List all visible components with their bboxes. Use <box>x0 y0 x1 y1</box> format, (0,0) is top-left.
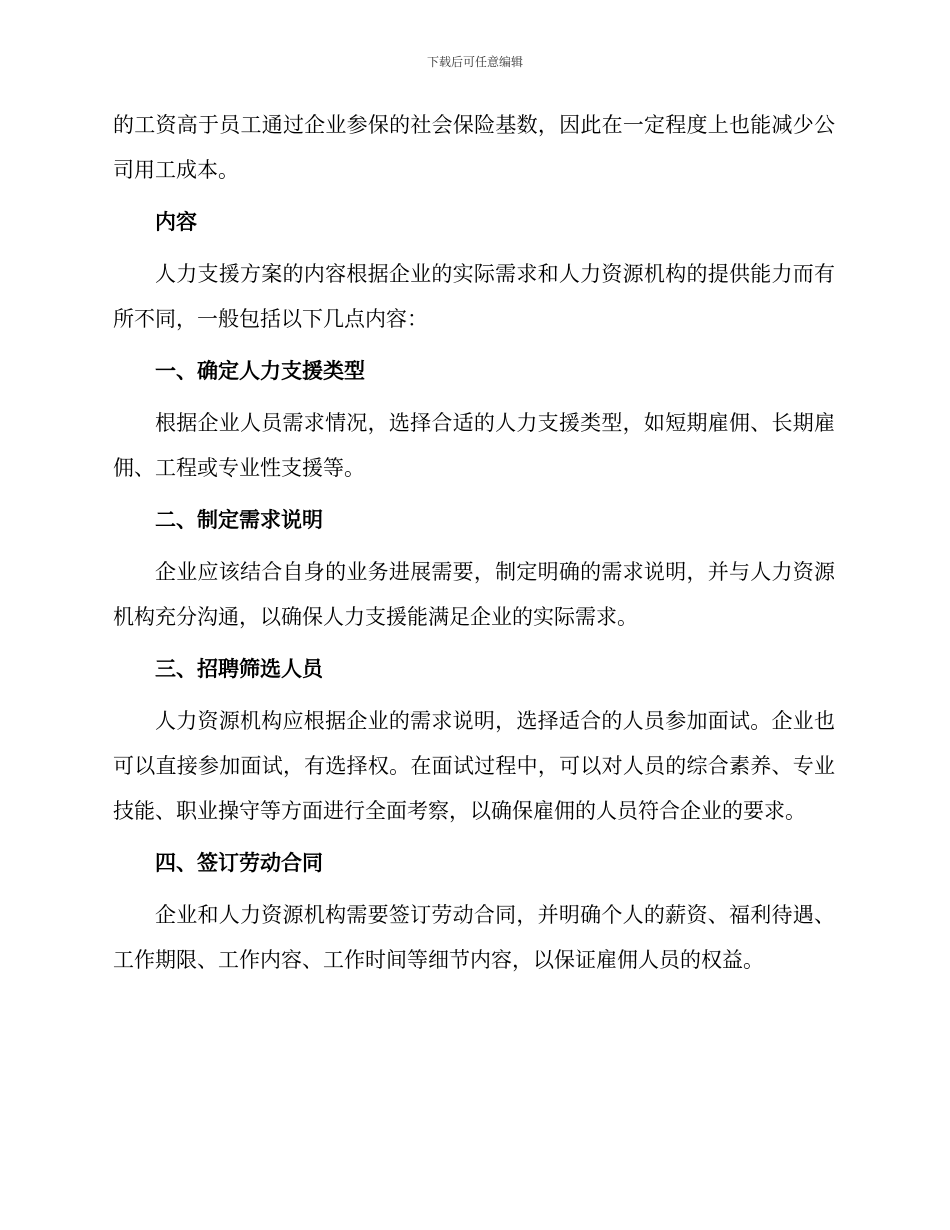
continued-paragraph: 的工资高于员工通过企业参保的社会保险基数，因此在一定程度上也能减少公司用工成本。 <box>113 113 835 182</box>
section-2-paragraph: 企业应该结合自身的业务进展需要，制定明确的需求说明，并与人力资源机构充分沟通，以确保人力支援能满足企业的实际需求。 <box>113 560 835 629</box>
section-heading-3: 三、招聘筛选人员 <box>155 657 323 681</box>
section-heading-4: 四、签订劳动合同 <box>155 851 323 875</box>
page-header: 下载后可任意编辑 <box>426 55 523 69</box>
section-heading-1: 一、确定人力支援类型 <box>155 359 365 383</box>
document-body <box>113 103 835 990</box>
section-1-paragraph: 根据企业人员需求情况，选择合适的人力支援类型，如短期雇佣、长期雇佣、工程或专业性支援等。 <box>113 411 835 480</box>
section-3-paragraph: 人力资源机构应根据企业的需求说明，选择适合的人员参加面试。企业也可以直接参加面试，有选择权。在面试过程中，可以对人员的综合素养、专业技能、职业操守等方面进行全面考察，以确保雇佣的人员符合企业的要求。 <box>113 709 835 823</box>
section-heading-content: 内容 <box>155 210 197 234</box>
intro-paragraph: 人力支援方案的内容根据企业的实际需求和人力资源机构的提供能力而有所不同，一般包括以下几点内容： <box>113 262 835 331</box>
section-heading-2: 二、制定需求说明 <box>155 508 323 532</box>
section-4-paragraph: 企业和人力资源机构需要签订劳动合同，并明确个人的薪资、福利待遇、工作期限、工作内容、工作时间等细节内容，以保证雇佣人员的权益。 <box>113 903 835 972</box>
